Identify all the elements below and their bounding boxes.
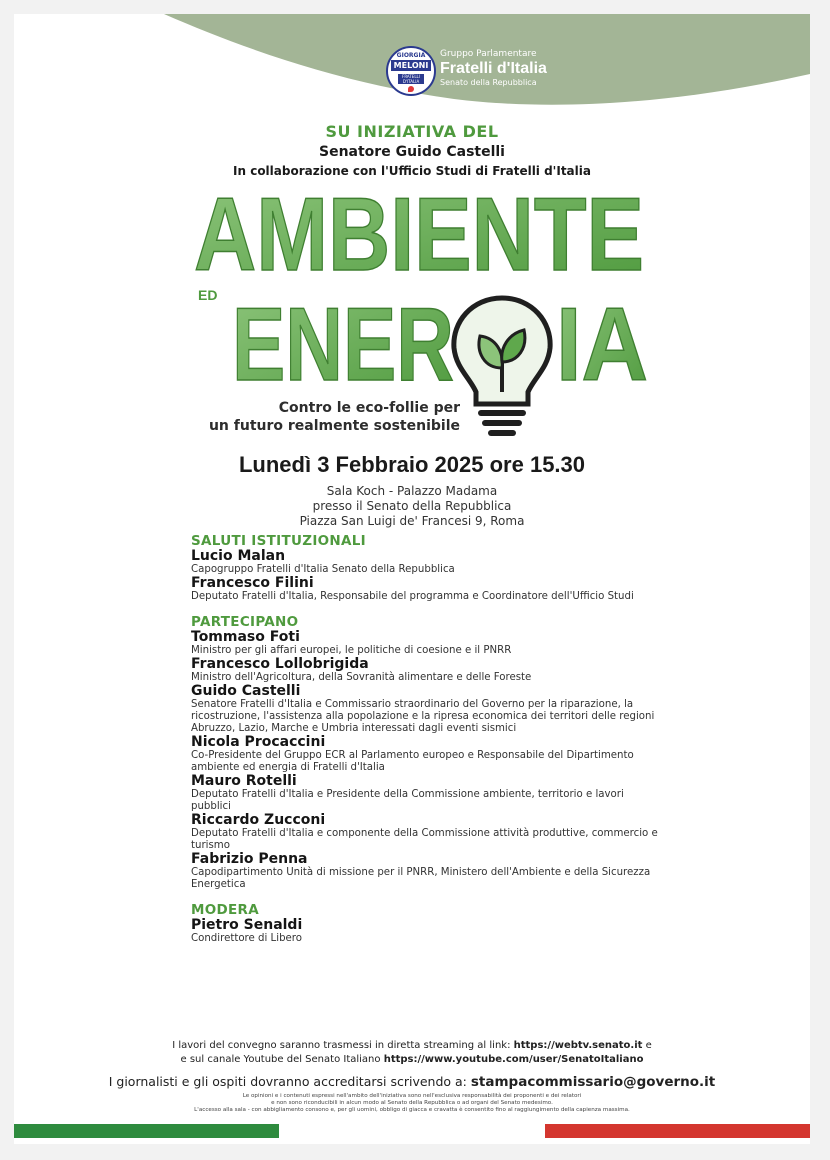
collaboration-note: In collaborazione con l'Ufficio Studi di Fratelli d'Italia [233,164,591,178]
saluti-heading: SALUTI ISTITUZIONALI [191,533,366,549]
speaker-role: Condirettore di Libero [191,933,302,944]
speaker-name: Fabrizio Penna [191,851,308,867]
party-logo [386,46,586,100]
speaker-name: Lucio Malan [191,548,286,564]
flag-red-stripe [545,1124,810,1138]
speaker-role: Deputato Fratelli d'Italia e Presidente della Commissione ambiente, territorio e lavori pubblici [191,789,624,812]
speaker-role: Capogruppo Fratelli d'Italia Senato della Repubblica [191,564,455,575]
speaker-role: Deputato Fratelli d'Italia, Responsabile del programma e Coordinatore dell'Ufficio Studi [191,591,634,602]
speaker-name: Guido Castelli [191,683,301,699]
title-line-2-right: IA [556,287,648,403]
promoter-name: Senatore Guido Castelli [319,144,505,160]
title-line-2-left: ENER [232,287,454,403]
event-venue: Sala Koch - Palazzo Madama presso il Senato della Repubblica Piazza San Luigi de' Francesi 9, Roma [299,484,525,528]
lightbulb-leaf-icon [454,298,550,436]
speaker-role: Ministro per gli affari europei, le politiche di coesione e il PNRR [191,645,512,656]
speaker-name: Nicola Procaccini [191,734,326,750]
partecipano-heading: PARTECIPANO [191,614,299,630]
party-badge-icon: GIORGIA MELONI FRATELLI D'ITALIA [386,46,436,96]
webtv-link[interactable]: https://webtv.senato.it [513,1040,643,1051]
modera-heading: MODERA [191,902,259,918]
flag-white-stripe [279,1124,544,1138]
speaker-name: Riccardo Zucconi [191,812,326,828]
speaker-role: Capodipartimento Unità di missione per il PNRR, Ministero dell'Ambiente e della Sicurezza Energetica [191,867,651,890]
disclaimer: Le opinioni e i contenuti espressi nell'ambito dell'iniziativa sono nell'esclusiva responsabilità dei proponenti e dei relatori e non sono riconducibili in alcun modo al Senato della Repubblica o ad organi del Senato medesimo. L'accesso alla sala - con abbigliamento consono e, per gli uomini, obbligo di giacca e cravatta è consentito fino al raggiungimento della capienza massima. [194,1093,630,1113]
program [191,534,661,945]
title-line-1: AMBIENTE [194,182,644,293]
title-ed: ED [198,287,218,303]
speaker-role: Ministro dell'Agricoltura, della Sovranità alimentare e delle Foreste [191,672,532,683]
initiative-heading: SU INIZIATIVA DEL [325,122,499,141]
tagline: Contro le eco-follie per un futuro realmente sostenibile [208,400,460,434]
poster [14,14,810,1144]
speaker-name: Francesco Filini [191,575,314,591]
accreditation-info: I giornalisti e gli ospiti dovranno accreditarsi scrivendo a: stampacommissario@governo.it [108,1074,716,1090]
streaming-info: I lavori del convegno saranno trasmessi in diretta streaming al link: https://webtv.senato.it e e sul canale Youtube del Senato Italiano https://www.youtube.com/user/SenatoItaliano [172,1040,652,1065]
speaker-role: Deputato Fratelli d'Italia e componente della Commissione attività produttive, commercio e turismo [191,828,658,851]
speaker-name: Tommaso Foti [191,629,300,645]
italian-flag-bar [14,1124,810,1138]
accreditation-email[interactable]: stampacommissario@governo.it [470,1074,716,1090]
speaker-role: Co-Presidente del Gruppo ECR al Parlamento europeo e Responsabile del Dipartimento ambiente ed energia di Fratelli d'Italia [191,750,634,773]
speaker-name: Mauro Rotelli [191,773,297,789]
speaker-role: Senatore Fratelli d'Italia e Commissario straordinario del Governo per la riparazione, la ricostruzione, l'assistenza alla popolazione e la ripresa economica dei territori delle regioni Abruzzo, Lazio, Marche e Umbria interessati dagli eventi sismici [191,699,655,734]
flame-icon [408,86,414,92]
group-name: Gruppo Parlamentare Fratelli d'Italia Senato della Repubblica [440,49,547,87]
speaker-name: Pietro Senaldi [191,917,303,933]
youtube-link[interactable]: https://www.youtube.com/user/SenatoItaliano [383,1054,644,1065]
speaker-name: Francesco Lollobrigida [191,656,369,672]
flag-green-stripe [14,1124,279,1138]
event-date: Lunedì 3 Febbraio 2025 ore 15.30 [238,452,586,477]
